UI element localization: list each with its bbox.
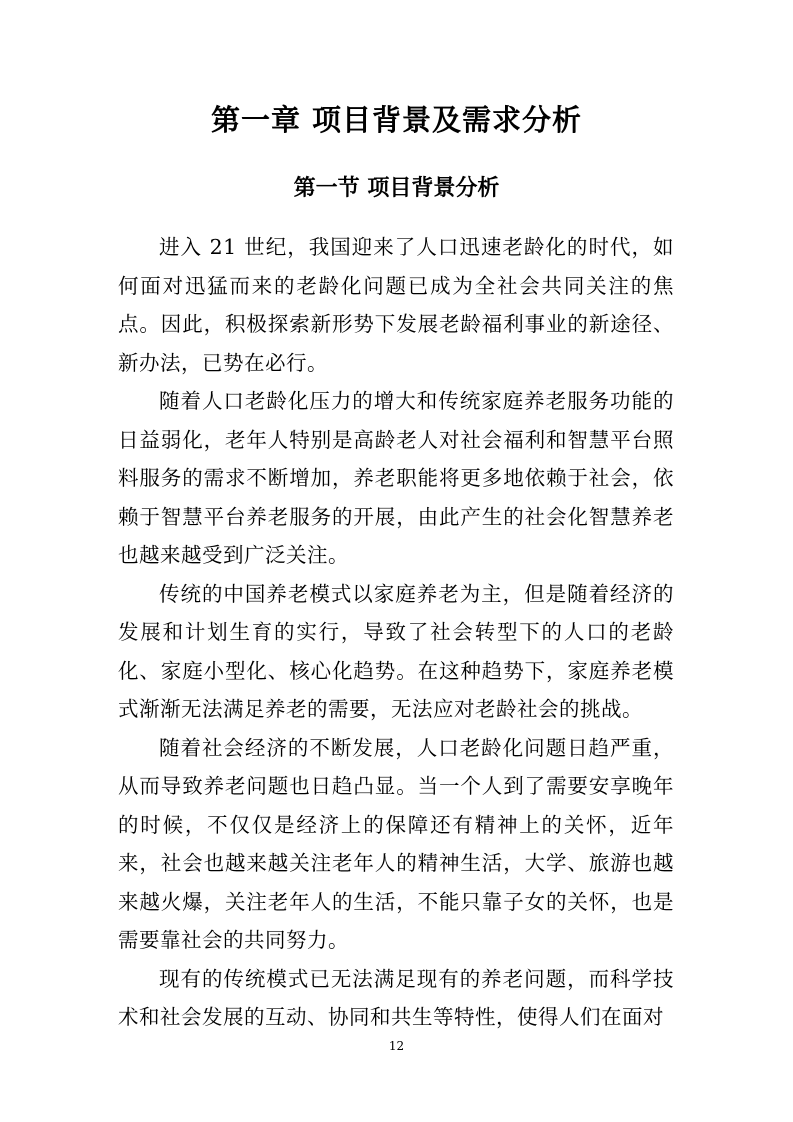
paragraph-2: 随着人口老龄化压力的增大和传统家庭养老服务功能的日益弱化，老年人特别是高龄老人对社会福利和智慧平台照料服务的需求不断增加，养老职能将更多地依赖于社会，依赖于智慧平台养老服务的开展，由此产生的社会化智慧养老也越来越受到广泛关注。 bbox=[118, 389, 674, 567]
paragraph-1: 进入 21 世纪，我国迎来了人口迅速老龄化的时代，如何面对迅猛而来的老龄化问题已成为全社会共同关注的焦点。因此，积极探索新形势下发展老龄福利事业的新途径、新办法，已势在必行。 bbox=[118, 235, 674, 375]
body-text bbox=[118, 228, 674, 1037]
paragraph-5: 现有的传统模式已无法满足现有的养老问题，而科学技术和社会发展的互动、协同和共生等特性，使得人们在面对 bbox=[118, 966, 674, 1029]
section-title: 第一节 项目背景分析 bbox=[293, 176, 500, 201]
paragraph-3: 传统的中国养老模式以家庭养老为主，但是随着经济的发展和计划生育的实行，导致了社会转型下的人口的老龄化、家庭小型化、核心化趋势。在这种趋势下，家庭养老模式渐渐无法满足养老的需要，无法应对老龄社会的挑战。 bbox=[118, 581, 674, 721]
paragraph-4: 随着社会经济的不断发展，人口老龄化问题日趋严重，从而导致养老问题也日趋凸显。当一个人到了需要安享晚年的时候，不仅仅是经济上的保障还有精神上的关怀，近年来，社会也越来越关注老年人的精神生活，大学、旅游也越来越火爆，关注老年人的生活，不能只靠子女的关怀，也是需要靠社会的共同努力。 bbox=[118, 735, 674, 952]
page-number: 12 bbox=[388, 1039, 405, 1053]
chapter-title: 第一章 项目背景及需求分析 bbox=[210, 103, 583, 137]
